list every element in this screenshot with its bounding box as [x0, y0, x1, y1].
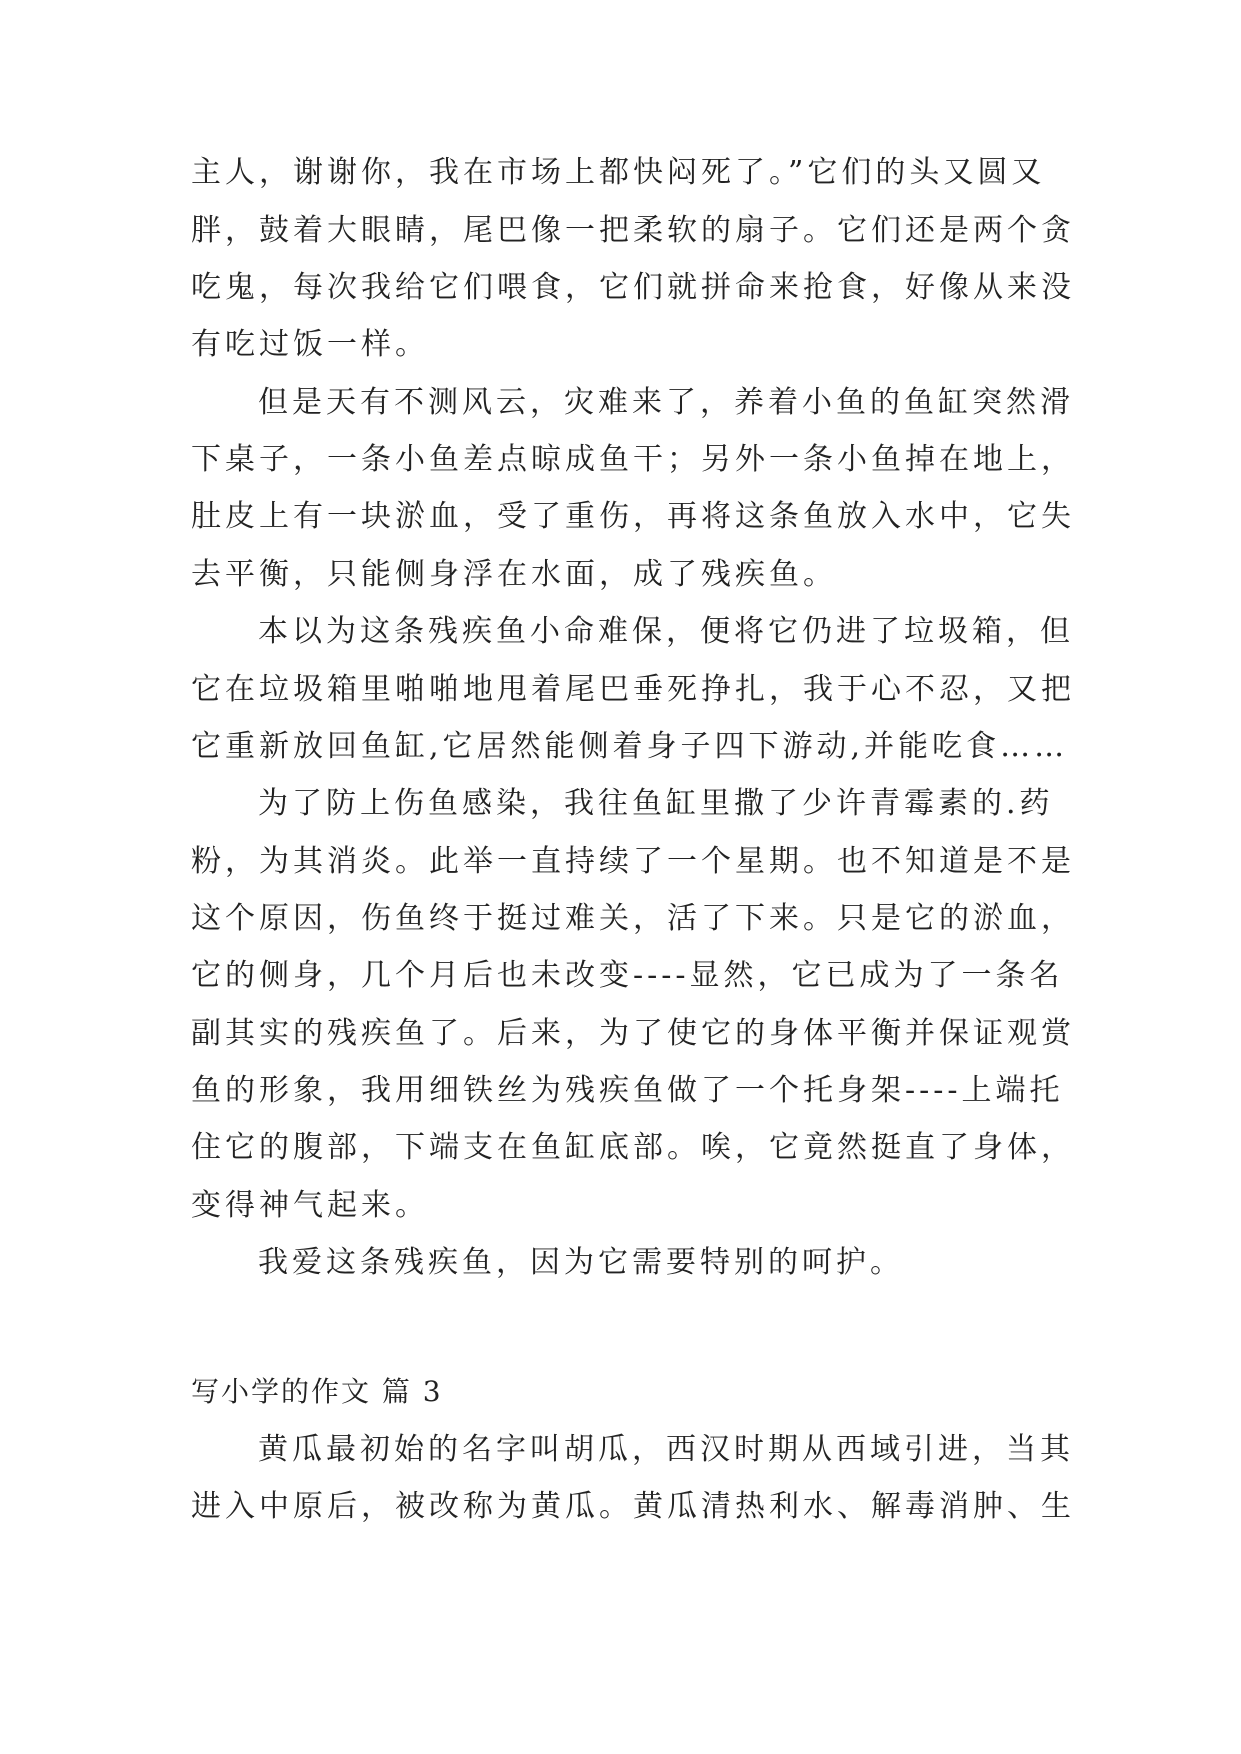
text-line: 它重新放回鱼缸,它居然能侧着身子四下游动,并能吃食…… [191, 729, 1069, 764]
text-line: 去平衡，只能侧身浮在水面，成了残疾鱼。 [191, 557, 837, 592]
paragraph-first-line: 本以为这条残疾鱼小命难保，便将它仍进了垃圾箱，但 [258, 614, 1074, 649]
text-line: 胖，鼓着大眼睛，尾巴像一把柔软的扇子。它们还是两个贪 [191, 213, 1075, 248]
text-line: 粉，为其消炎。此举一直持续了一个星期。也不知道是不是 [191, 844, 1075, 879]
text-line: 肚皮上有一块淤血，受了重伤，再将这条鱼放入水中，它失 [191, 499, 1075, 534]
paragraph-first-line: 为了防上伤鱼感染，我往鱼缸里撒了少许青霉素的.药 [258, 786, 1054, 821]
text-line: 有吃过饭一样。 [191, 327, 429, 362]
text-line: 下桌子，一条小鱼差点晾成鱼干；另外一条小鱼掉在地上， [191, 442, 1075, 477]
text-line: 它的侧身，几个月后也未改变----显然，它已成为了一条名 [191, 958, 1064, 993]
paragraph-first-line: 我爱这条残疾鱼，因为它需要特别的呵护。 [258, 1245, 904, 1280]
text-line: 住它的腹部，下端支在鱼缸底部。唉，它竟然挺直了身体， [191, 1130, 1075, 1165]
text-line: 副其实的残疾鱼了。后来，为了使它的身体平衡并保证观赏 [191, 1016, 1075, 1051]
text-line: 这个原因，伤鱼终于挺过难关，活了下来。只是它的淤血， [191, 901, 1075, 936]
text-line: 吃鬼，每次我给它们喂食，它们就拼命来抢食，好像从来没 [191, 270, 1075, 305]
section-heading: 写小学的作文 篇 3 [191, 1375, 443, 1408]
text-line: 进入中原后，被改称为黄瓜。黄瓜清热利水、解毒消肿、生 [191, 1489, 1075, 1524]
paragraph-first-line: 但是天有不测风云，灾难来了，养着小鱼的鱼缸突然滑 [258, 385, 1074, 420]
text-line: 变得神气起来。 [191, 1188, 429, 1223]
text-line: 主人，谢谢你，我在市场上都快闷死了。”它们的头又圆又 [191, 155, 1046, 190]
text-line: 鱼的形象，我用细铁丝为残疾鱼做了一个托身架----上端托 [191, 1073, 1064, 1108]
paragraph-first-line: 黄瓜最初始的名字叫胡瓜，西汉时期从西域引进，当其 [258, 1432, 1074, 1467]
text-line: 它在垃圾箱里啪啪地甩着尾巴垂死挣扎，我于心不忍，又把 [191, 672, 1075, 707]
